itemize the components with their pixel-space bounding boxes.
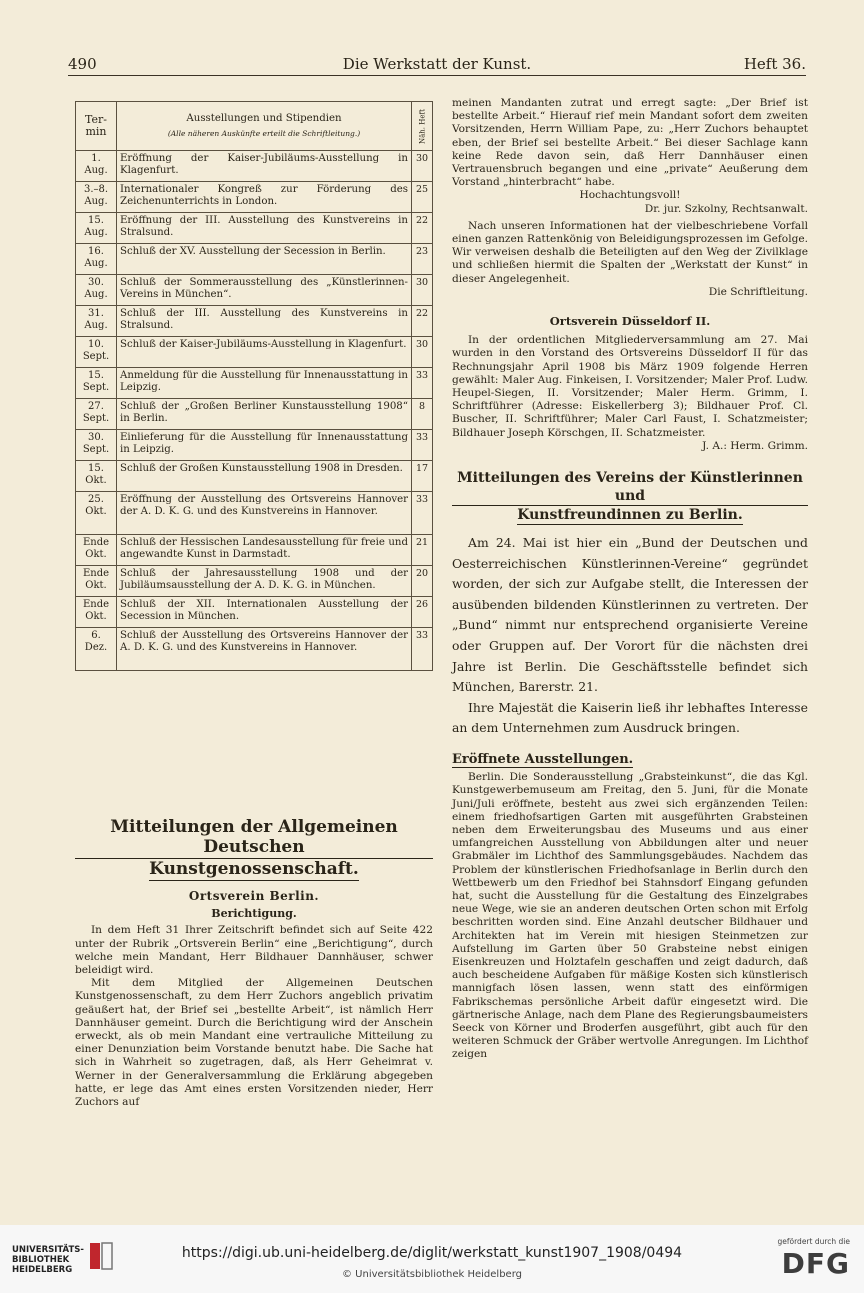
- signature: Die Schriftleitung.: [708, 285, 808, 298]
- page-number: 490: [68, 55, 97, 73]
- row-date: 30. Sept.: [76, 430, 117, 461]
- row-text: Eröffnung der Ausstellung des Ortsvereins Hannover der A. D. K. G. und des Kunstvereins in Hannover.: [117, 492, 412, 535]
- row-date: 1. Aug.: [76, 151, 117, 182]
- row-text: Schluß der „Großen Berliner Kunstausstellung 1908“ in Berlin.: [117, 399, 412, 430]
- row-text: Einlieferung für die Ausstellung für Innenausstattung in Leipzig.: [117, 430, 412, 461]
- heading-line-1: Mitteilungen der Allgemeinen Deutschen: [75, 817, 433, 859]
- viewer-footer: [0, 1225, 864, 1293]
- row-text: Schluß der XII. Internationalen Ausstellung der Secession in München.: [117, 597, 412, 628]
- row-issue: 8: [412, 399, 433, 430]
- row-issue: 21: [412, 535, 433, 566]
- row-date: 15. Sept.: [76, 368, 117, 399]
- left-column: [75, 817, 433, 1109]
- row-text: Schluß der XV. Ausstellung der Secession in Berlin.: [117, 244, 412, 275]
- table-row: [76, 275, 433, 306]
- row-issue: 33: [412, 628, 433, 671]
- table-row: [76, 182, 433, 213]
- row-date: 16. Aug.: [76, 244, 117, 275]
- row-text: Schluß der Hessischen Landesausstellung für freie und angewandte Kunst in Darmstadt.: [117, 535, 412, 566]
- greeting: Hochachtungsvoll!: [579, 189, 681, 202]
- section-heading: [75, 817, 433, 881]
- row-text: Eröffnung der Kaiser-Jubiläums-Ausstellung in Klagenfurt.: [117, 151, 412, 182]
- row-issue: 23: [412, 244, 433, 275]
- row-date: 15. Aug.: [76, 213, 117, 244]
- row-text: Schluß der Sommerausstellung des „Künstlerinnen-Vereins in München“.: [117, 275, 412, 306]
- paragraph: Ihre Majestät die Kaiserin ließ ihr lebhaftes Interesse an dem Unternehmen zum Ausdruck bringen.: [452, 699, 808, 736]
- row-issue: 20: [412, 566, 433, 597]
- row-issue: 30: [412, 151, 433, 182]
- table-row: [76, 461, 433, 492]
- exhibition-table: [75, 101, 433, 671]
- right-column: [452, 97, 808, 1062]
- table-row: [76, 597, 433, 628]
- row-text: Schluß der Jahresausstellung 1908 und der Jubiläumsausstellung der A. D. K. G. in München.: [117, 566, 412, 597]
- row-date: Ende Okt.: [76, 566, 117, 597]
- table-title: Ausstellungen und Stipendien: [186, 112, 342, 124]
- subheading-berichtigung: Berichtigung.: [211, 907, 297, 921]
- section-heading-kuenstlerinnen: [452, 469, 808, 525]
- paragraph: Am 24. Mai ist hier ein „Bund der Deutschen und Oesterreichischen Künstlerinnen-Vereine“ gegründet worden, der sich zur Aufgabe stellt, die Interessen der ausübenden bildenden Künstlerinnen zu vertreten. Der „Bund“ nimmt nur entsprechend organisierte Vereine oder Gruppen auf. Der Vorort für die nächsten drei Jahre ist Berlin. Die Geschäftsstelle befindet sich München, Barerstr. 21.: [452, 535, 808, 695]
- row-issue: 33: [412, 368, 433, 399]
- subheading-ortsverein: Ortsverein Berlin.: [188, 889, 320, 903]
- row-issue: 26: [412, 597, 433, 628]
- row-issue: 25: [412, 182, 433, 213]
- paragraph: In dem Heft 31 Ihrer Zeitschrift befindet sich auf Seite 422 unter der Rubrik „Ortsverein Berlin“ eine „Berichtigung“, durch welche mein Mandant, Herr Bildhauer Dannhäuser, schwer beleidigt wird.: [75, 924, 433, 977]
- table-row: [76, 628, 433, 671]
- row-issue: 30: [412, 275, 433, 306]
- heading-line-2: Kunstfreundinnen zu Berlin.: [517, 507, 743, 524]
- paragraph: Nach unseren Informationen hat der vielbeschriebene Vorfall einen ganzen Rattenkönig von Beleidigungsprozessen im Gefolge. Wir verweisen deshalb die Beteiligten auf den Weg der Zivilklage und schließen hiermit die Spalten der „Werkstatt der Kunst“ in dieser Angelegenheit.: [452, 219, 808, 285]
- heading-text: Eröffnete Ausstellungen.: [452, 752, 634, 768]
- row-issue: 17: [412, 461, 433, 492]
- paragraph: In der ordentlichen Mitgliederversammlung am 27. Mai wurden in den Vorstand des Ortsvereins Düsseldorf II für das Rechnungsjahr April 1908 bis März 1909 folgende Herren gewählt: Maler Aug. Finkeisen, I. Vorsitzender; Maler Prof. Ludw. Heupel-Siegen, II. Vorsitzender; Maler Herm. Grimm, I. Schriftführer (Adresse: Eiskellerberg 3); Bildhauer Prof. Cl. Buscher, II. Schriftführer; Maler Carl Faust, I. Schatzmeister; Bildhauer Joseph Körschgen, II. Schatzmeister.: [452, 334, 808, 439]
- row-date: Ende Okt.: [76, 535, 117, 566]
- signature: Dr. jur. Szkolny, Rechtsanwalt.: [644, 202, 808, 215]
- row-date: 6. Dez.: [76, 628, 117, 671]
- row-date: 25. Okt.: [76, 492, 117, 535]
- table-row: [76, 213, 433, 244]
- university-library-logo[interactable]: UNIVERSITÄTS- BIBLIOTHEK HEIDELBERG: [12, 1245, 84, 1275]
- table-row: [76, 337, 433, 368]
- row-date: 30. Aug.: [76, 275, 117, 306]
- issue-number: Heft 36.: [743, 55, 806, 73]
- row-date: Ende Okt.: [76, 597, 117, 628]
- row-date: 27. Sept.: [76, 399, 117, 430]
- row-date: 31. Aug.: [76, 306, 117, 337]
- row-text: Schluß der Kaiser-Jubiläums-Ausstellung in Klagenfurt.: [117, 337, 412, 368]
- row-text: Eröffnung der III. Ausstellung des Kunstvereins in Stralsund.: [117, 213, 412, 244]
- row-text: Schluß der Ausstellung des Ortsvereins Hannover der A. D. K. G. und des Kunstvereins in Hannover.: [117, 628, 412, 671]
- table-row: [76, 566, 433, 597]
- table-row: [76, 244, 433, 275]
- copyright-note: © Universitätsbibliothek Heidelberg: [341, 1269, 522, 1280]
- row-issue: 22: [412, 213, 433, 244]
- row-text: Schluß der Großen Kunstausstellung 1908 in Dresden.: [117, 461, 412, 492]
- row-date: 15. Okt.: [76, 461, 117, 492]
- dfg-logo[interactable]: DFG: [781, 1247, 850, 1280]
- permalink-url[interactable]: https://digi.ub.uni-heidelberg.de/diglit/werkstatt_kunst1907_1908/0494: [181, 1245, 683, 1261]
- row-date: 10. Sept.: [76, 337, 117, 368]
- row-issue: 22: [412, 306, 433, 337]
- table-row: [76, 430, 433, 461]
- table-row: [76, 306, 433, 337]
- signature: J. A.: Herm. Grimm.: [702, 439, 808, 452]
- table-body: [76, 151, 433, 671]
- row-issue: 33: [412, 492, 433, 535]
- heading-line-2: Kunstgenossenschaft.: [149, 859, 359, 879]
- row-date: 3.–8. Aug.: [76, 182, 117, 213]
- subheading-duesseldorf: Ortsverein Düsseldorf II.: [549, 314, 711, 329]
- table-row: [76, 535, 433, 566]
- row-text: Anmeldung für die Ausstellung für Innenausstattung in Leipzig.: [117, 368, 412, 399]
- table-row: [76, 399, 433, 430]
- table-header-title: [117, 102, 412, 151]
- row-issue: 30: [412, 337, 433, 368]
- paragraph: meinen Mandanten zutrat und erregt sagte: „Der Brief ist bestellte Arbeit.“ Hierauf rief mein Mandant sofort dem zweiten Vorsitzenden, Herrn William Pape, zu: „Herr Zuchors behauptet eben, der Brief sei bestellte Arbeit.“ Bei dieser Sachlage kann keine Rede davon sein, daß Herr Dannhäuser einen Vertrauensbruch begangen und eine „private“ Aeußerung dem Vorstand „hinterbracht“ habe.: [452, 97, 808, 189]
- table-row: [76, 492, 433, 535]
- heading-line-1: Mitteilungen des Vereins der Künstlerinnen und: [452, 469, 808, 506]
- table-header-date: Ter- min: [76, 102, 117, 151]
- row-text: Internationaler Kongreß zur Förderung des Zeichenunterrichts in London.: [117, 182, 412, 213]
- row-issue: 33: [412, 430, 433, 461]
- section-heading-eroeffnete: [452, 753, 808, 766]
- table-header-num: Näh. Heft: [412, 102, 433, 151]
- running-header: [68, 55, 806, 76]
- row-text: Schluß der III. Ausstellung des Kunstvereins in Stralsund.: [117, 306, 412, 337]
- table-row: [76, 368, 433, 399]
- table-row: [76, 151, 433, 182]
- table-subtitle: (Alle näheren Auskünfte erteilt die Schriftleitung.): [167, 128, 361, 138]
- paragraph: Berlin. Die Sonderausstellung „Grabsteinkunst“, die das Kgl. Kunstgewerbemuseum am Freitag, den 5. Juni, für die Monate Juni/Juli eröffnete, besteht aus zwei sich ergänzenden Teilen: einem friedhofsartigen Garten mit ausgeführten Grabsteinen neben dem Erweiterungsbau des Museums und aus einer umfangreichen Ausstellung von Abbildungen alter und neuer Grabmäler im Lichthof des Sammlungsgebäudes. Nachdem das Problem der künstlerischen Friedhofsanlage in Berlin durch den Wettbewerb um den Friedhof bei Stahnsdorf Eingang gefunden hat, sucht die Ausstellung für die Gestaltung des Einzelgrabes neue Wege, wie sie an anderen deutschen Orten schon mit Erfolg beschritten worden sind. Eine Anzahl deutscher Bildhauer und Architekten hat im Verein mit hiesigen Steinmetzen zur Aufstellung im Garten über 50 Grabsteine nebst einigen Eisenkreuzen und Holztafeln geschaffen und zeigt dadurch, daß auch bescheidene Aufgaben für mäßige Kosten sich künstlerisch mannigfach lösen lassen, wenn statt des einförmigen Fabrikschemas persönliche Arbeit dafür eingesetzt wird. Die gärtnerische Anlage, nach dem Plane des Regierungsbaumeisters Seeck von Körner und Broderfen ausgeführt, gibt auch für den weiteren Schmuck der Gräber wertvolle Anregungen. Im Lichthof zeigen: [452, 771, 808, 1061]
- paragraph: Mit dem Mitglied der Allgemeinen Deutschen Kunstgenossenschaft, zu dem Herr Zuchors angeblich privatim geäußert hat, der Brief sei „bestellte Arbeit“, ist nämlich Herr Dannhäuser gemeint. Durch die Berichtigung wird der Anschein erweckt, als ob mein Mandant eine vertrauliche Mitteilung zu einer Denunziation beim Vorstande benutzt habe. Die Sache hat sich in Wahrheit so zugetragen, daß, als Herr Geheimrat v. Werner in der Generalversammlung die Erklärung abgegeben hatte, er lege das Amt eines ersten Vorsitzenden nieder, Herr Zuchors auf: [75, 977, 433, 1109]
- announcement: [452, 533, 808, 739]
- funding-note: gefördert durch die: [777, 1237, 850, 1246]
- journal-title: Die Werkstatt der Kunst.: [342, 55, 532, 73]
